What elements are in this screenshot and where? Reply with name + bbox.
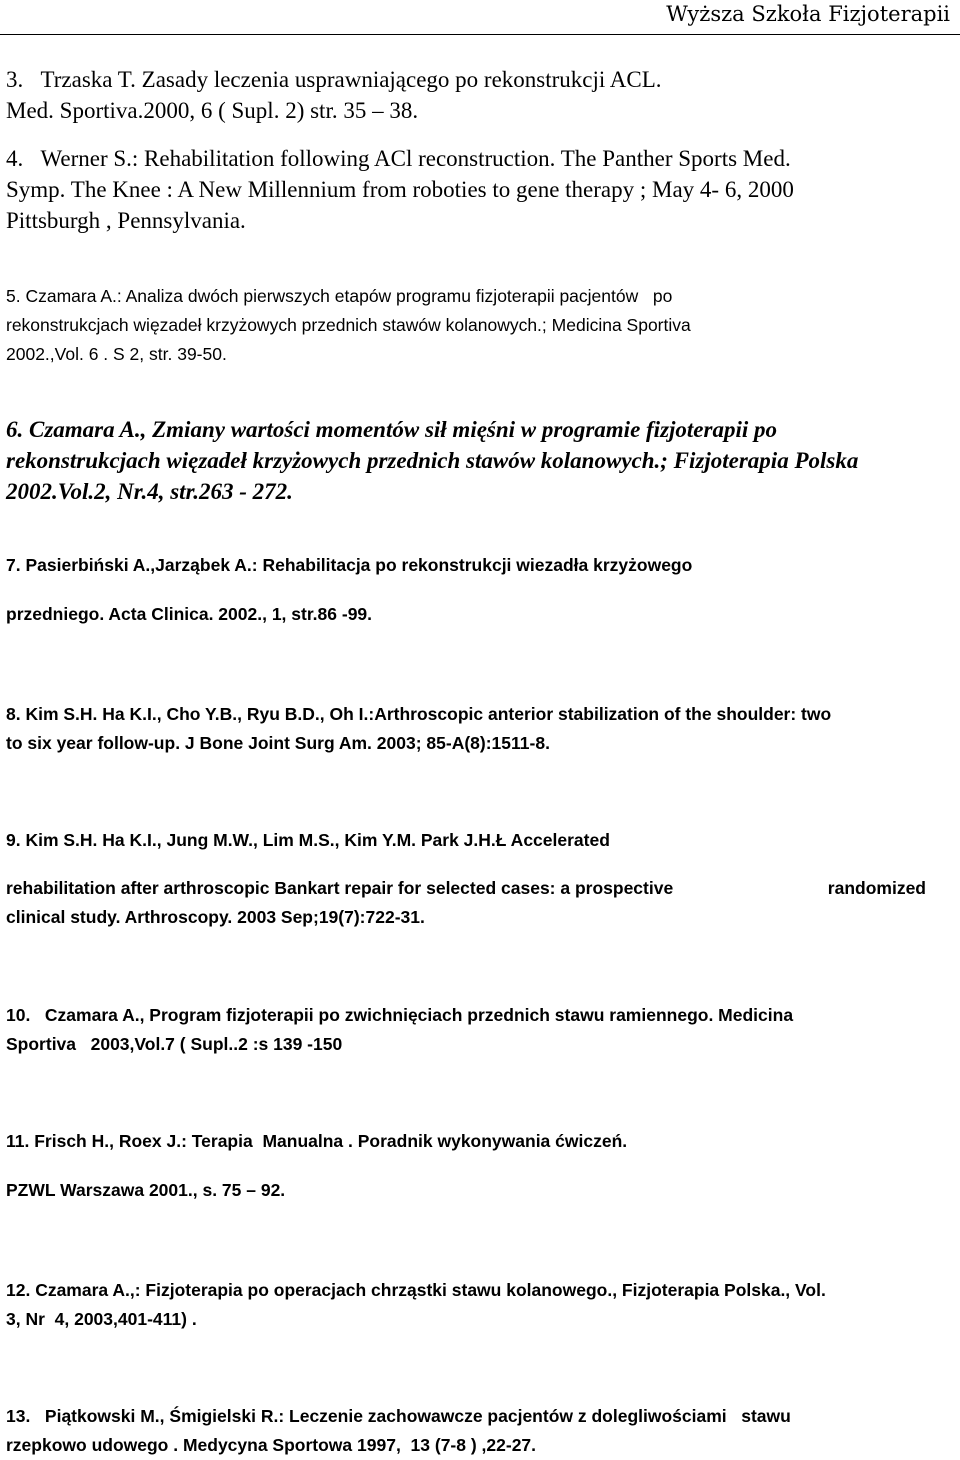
reference-line: clinical study. Arthroscopy. 2003 Sep;19(7):722-31. (6, 907, 425, 927)
reference-line: Med. Sportiva.2000, 6 ( Supl. 2) str. 35 – 38. (6, 98, 419, 123)
reference-line: rzepkowo udowego . Medycyna Sportowa 1997, 13 (7-8 ) ,22-27. (6, 1435, 537, 1455)
reference-line-part: randomized (827, 878, 926, 898)
reference-line: 3. Trzaska T. Zasady leczenia usprawniającego po rekonstrukcji ACL. (6, 67, 662, 92)
page-header-title: Wyższa Szkoła Fizjoterapii (666, 2, 950, 26)
reference-line: 7. Pasierbiński A.,Jarząbek A.: Rehabilitacja po rekonstrukcji wiezadła krzyżowego (6, 555, 693, 575)
reference-line: to six year follow-up. J Bone Joint Surg Am. 2003; 85-A(8):1511-8. (6, 733, 550, 753)
reference-line: 3, Nr 4, 2003,401-411) . (6, 1309, 197, 1329)
reference-9 (6, 826, 956, 932)
reference-line: przedniego. Acta Clinica. 2002., 1, str.86 -99. (6, 604, 373, 624)
reference-5 (6, 282, 956, 369)
reference-line: Pittsburgh , Pennsylvania. (6, 208, 246, 233)
reference-line: 6. Czamara A., Zmiany wartości momentów sił mięśni w programie fizjoterapii po (6, 417, 777, 442)
reference-line (6, 874, 926, 903)
reference-6 (6, 414, 956, 507)
reference-line: rekonstrukcjach więzadeł krzyżowych przednich stawów kolanowych.; Medicina Sportiva (6, 315, 691, 335)
reference-4 (6, 143, 956, 236)
reference-3 (6, 64, 956, 126)
reference-12 (6, 1276, 956, 1334)
reference-line: PZWL Warszawa 2001., s. 75 – 92. (6, 1180, 286, 1200)
reference-10 (6, 1001, 956, 1059)
header-divider (0, 34, 960, 35)
reference-13 (6, 1402, 956, 1460)
reference-line-part: rehabilitation after arthroscopic Bankart repair for selected cases: a prospective (6, 878, 674, 898)
reference-line: 8. Kim S.H. Ha K.I., Cho Y.B., Ryu B.D., Oh I.:Arthroscopic anterior stabilization of the shoulder: two (6, 704, 832, 724)
reference-line: 13. Piątkowski M., Śmigielski R.: Leczenie zachowawcze pacjentów z dolegliwościami stawu (6, 1406, 791, 1426)
reference-line: Sportiva 2003,Vol.7 ( Supl..2 :s 139 -150 (6, 1034, 343, 1054)
reference-line: rekonstrukcjach więzadeł krzyżowych przednich stawów kolanowych.; Fizjoterapia Polska (6, 448, 859, 473)
reference-line: 2002.Vol.2, Nr.4, str.263 - 272. (6, 479, 293, 504)
reference-line: 11. Frisch H., Roex J.: Terapia Manualna . Poradnik wykonywania ćwiczeń. (6, 1131, 628, 1151)
reference-line: 9. Kim S.H. Ha K.I., Jung M.W., Lim M.S., Kim Y.M. Park J.H.Ł Accelerated (6, 830, 610, 850)
reference-7 (6, 551, 956, 629)
reference-line: 12. Czamara A.,: Fizjoterapia po operacjach chrząstki stawu kolanowego., Fizjoterapia Polska., Vol. (6, 1280, 826, 1300)
reference-line: Symp. The Knee : A New Millennium from roboties to gene therapy ; May 4- 6, 2000 (6, 177, 794, 202)
reference-11 (6, 1127, 956, 1205)
reference-line: 5. Czamara A.: Analiza dwóch pierwszych etapów programu fizjoterapii pacjentów po (6, 286, 673, 306)
reference-line: 4. Werner S.: Rehabilitation following ACl reconstruction. The Panther Sports Med. (6, 146, 791, 171)
reference-line: 2002.,Vol. 6 . S 2, str. 39-50. (6, 344, 227, 364)
reference-8 (6, 700, 956, 758)
reference-line: 10. Czamara A., Program fizjoterapii po zwichnięciach przednich stawu ramiennego. Medicina (6, 1005, 794, 1025)
